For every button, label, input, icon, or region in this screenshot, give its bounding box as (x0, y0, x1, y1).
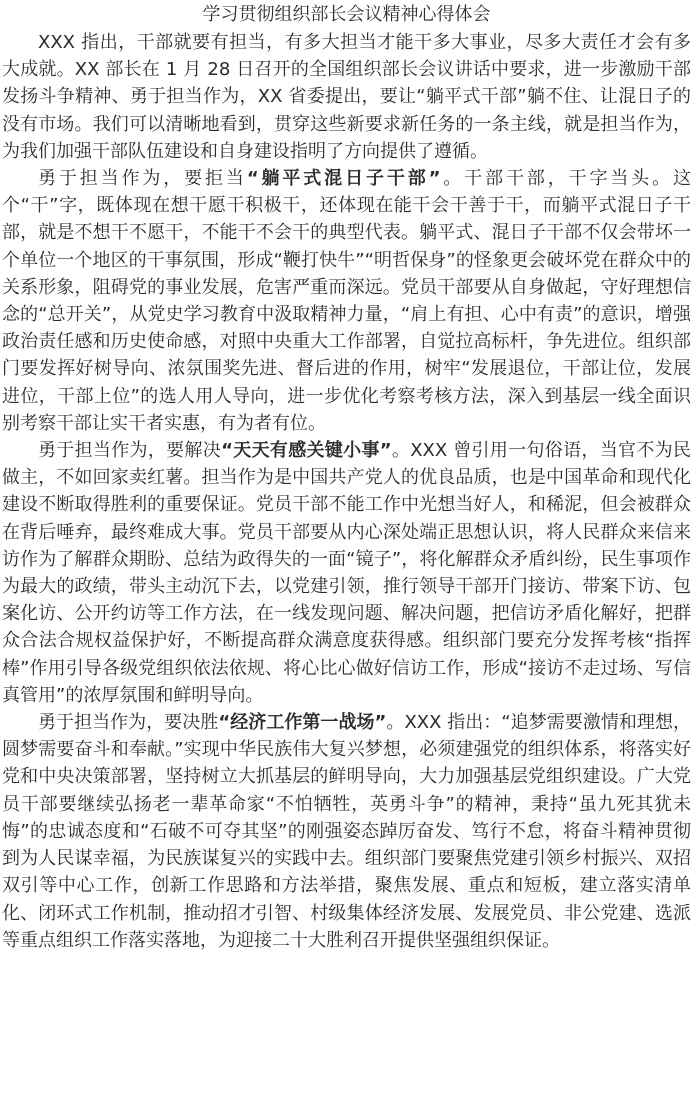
paragraph-2-lead: 勇于担当作为，要拒当 (38, 168, 247, 190)
paragraph-4 (2, 709, 691, 954)
paragraph-2-emphasis: “躺平式混日子干部” (246, 168, 441, 190)
paragraph-2-text: 。干部干部，干字当头。这个“干”字，既体现在想干愿干积极干，还体现在能干会干善于干，而躺平式混日子干部，就是不想干不愿干，不能干不会干的典型代表。躺平式、混日子干部不仅会带坏一个单位一个地区的干事氛围，形成“鞭打快牛”“明哲保身”的怪象更会破坏党在群众中的关系形象，阻碍党的事业发展，危害严重而深远。党员干部要从自身做起，守好理想信念的“总开关”，从党史学习教育中汲取精神力量，“肩上有担、心中有责”的意识，增强政治责任感和历史使命感，对照中央重大工作部署，自觉拉高标杆，争先进位。组织部门要发挥好树导向、浓氛围奖先进、督后进的作用，树牢“发展退位，干部让位，发展进位，干部上位”的选人用人导向，进一步优化考察考核方法，深入到基层一线全面识别考察干部让实干者实惠，有为者有位。 (2, 168, 692, 434)
paragraph-4-lead: 勇于担当作为，要决胜 (38, 712, 219, 734)
paragraph-3-emphasis: “天天有感关键小事” (221, 440, 392, 462)
paragraph-1 (2, 29, 691, 165)
paragraph-3-text: 。XXX 曾引用一句俗语，当官不为民做主，不如回家卖红薯。担当作为是中国共产党人的优良品质，也是中国革命和现代化建设不断取得胜利的重要保证。党员干部不能工作中光想当好人，和稀泥，但会被群众在背后唾弃，最终难成大事。党员干部要从内心深处端正思想认识，将人民群众来信来访作为了解群众期盼、总结为政得失的一面“镜子”，将化解群众矛盾纠纷，民生事项作为最大的政绩，带头主动沉下去，以党建引领，推行领导干部开门接访、带案下访、包案化访、公开约访等工作方法，在一线发现问题、解决问题，把信访矛盾化解好，把群众合法合规权益保护好，不断提高群众满意度获得感。组织部门要充分发挥考核“指挥棒”作用引导各级党组织依法依规、将心比心做好信访工作，形成“接访不走过场、写信真管用”的浓厚氛围和鲜明导向。 (2, 440, 691, 706)
paragraph-1-text: XXX 指出，干部就要有担当，有多大担当才能干多大事业，尽多大责任才会有多大成就。XX 部长在 1 月 28 日召开的全国组织部长会议讲话中要求，进一步激励干部发扬斗争精神、勇于担当作为，XX 省委提出，要让“躺平式干部”躺不住、让混日子的没有市场。我们可以清晰地看到，贯穿这些新要求新任务的一条主线，就是担当作为，为我们加强干部队伍建设和自身建设指明了方向提供了遵循。 (2, 32, 691, 162)
paragraph-4-text: 。XXX 指出：“追梦需要激情和理想，圆梦需要奋斗和奉献。”实现中华民族伟大复兴梦想，必须建强党的组织体系，将落实好党和中央决策部署，坚持树立大抓基层的鲜明导向，大力加强基层党组织建设。广大党员干部要继续弘扬老一辈革命家“不怕牺牲，英勇斗争”的精神，秉持“虽九死其犹未悔”的忠诚态度和“石破不可夺其坚”的刚强姿态踔厉奋发、笃行不怠，将奋斗精神贯彻到为人民谋幸福，为民族谋复兴的实践中去。组织部门要聚焦党建引领乡村振兴、双招双引等中心工作，创新工作思路和方法举措，聚焦发展、重点和短板，建立落实清单化、闭环式工作机制，推动招才引智、村级集体经济发展、发展党员、非公党建、选派等重点组织工作落实落地，为迎接二十大胜利召开提供坚强组织保证。 (2, 712, 691, 951)
paragraph-4-emphasis: “经济工作第一战场” (218, 712, 387, 734)
paragraph-2 (2, 165, 691, 437)
document-title: 学习贯彻组织部长会议精神心得体会 (202, 4, 491, 25)
paragraph-3-lead: 勇于担当作为，要解决 (38, 440, 222, 462)
paragraph-3 (2, 437, 691, 709)
